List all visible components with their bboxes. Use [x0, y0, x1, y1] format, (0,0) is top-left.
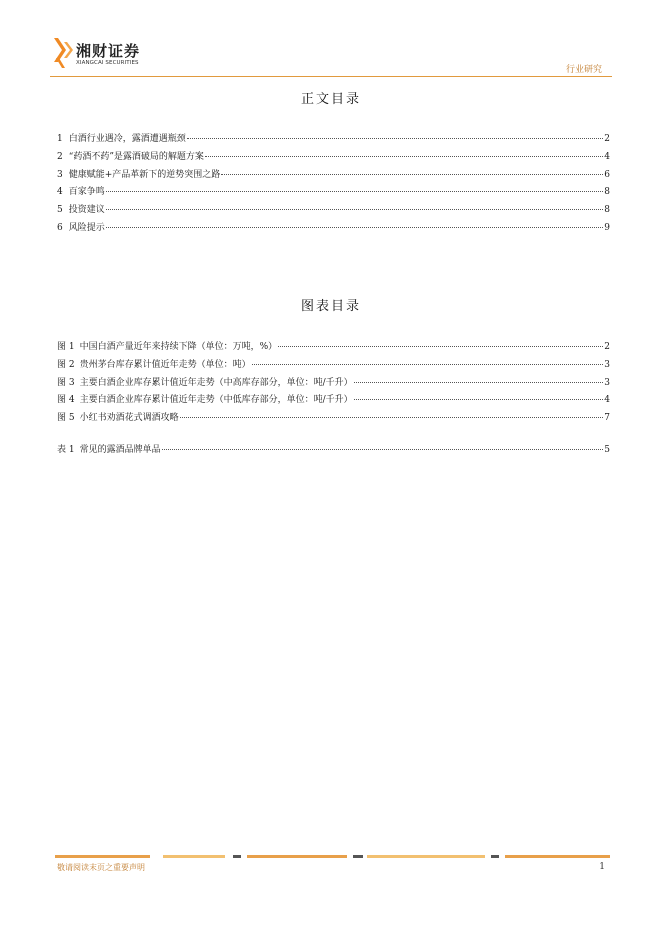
toc-entry-title: 中国白酒产量近年来持续下降（单位：万吨，%） [79, 342, 278, 352]
toc-entry-title: 常见的露酒品牌单品 [79, 445, 161, 455]
toc-entry[interactable] [57, 357, 610, 375]
toc-entry[interactable] [57, 167, 610, 185]
toc-entry-title: 贵州茅台库存累计值近年走势（单位：吨） [79, 359, 251, 370]
toc-entry-number: 图 1 [57, 342, 75, 352]
toc-entry-number: 1 [57, 134, 63, 144]
toc-entry-page: 2 [604, 342, 610, 352]
toc-leader-dots [354, 399, 604, 400]
toc-leader-dots [187, 138, 604, 139]
toc-leader-dots [180, 417, 604, 418]
toc-entry[interactable] [57, 442, 610, 460]
company-logo [50, 36, 150, 72]
toc-leader-dots [278, 346, 603, 347]
toc-leader-dots [252, 364, 604, 365]
toc-entry-page: 6 [604, 169, 610, 180]
toc-entry-page: 3 [604, 377, 610, 388]
toc-entry[interactable] [57, 410, 610, 428]
toc-entry-page: 7 [604, 413, 610, 424]
toc-entry-number: 图 2 [57, 359, 75, 370]
toc-entry-number: 4 [57, 187, 63, 198]
toc-entry-title: 健康赋能+产品革新下的逆势突围之路 [68, 169, 221, 180]
page-number: 1 [599, 862, 605, 872]
contents-title: 正文目录 [300, 92, 361, 107]
tables-list [57, 442, 610, 460]
report-category-tag: 行业研究 [565, 65, 602, 75]
header-divider [50, 76, 612, 77]
toc-entry-page: 8 [604, 187, 610, 198]
toc-entry-title: 百家争鸣 [68, 187, 105, 198]
toc-leader-dots [106, 227, 604, 228]
toc-leader-dots [354, 382, 604, 383]
company-name-cn: 湘财证券 [76, 42, 141, 60]
toc-entry[interactable] [57, 339, 610, 357]
toc-entry-title: 白酒行业遇冷，露酒遭遇瓶颈 [68, 134, 186, 144]
toc-entry[interactable] [57, 184, 610, 202]
toc-entry[interactable] [57, 131, 610, 149]
toc-entry-page: 3 [604, 359, 610, 370]
toc-entry[interactable] [57, 392, 610, 410]
toc-entry-page: 4 [604, 395, 610, 406]
toc-entry-page: 2 [604, 134, 610, 144]
toc-entry-page: 4 [604, 151, 610, 162]
company-name-en: XIANGCAI SECURITIES [76, 60, 139, 66]
toc-entry-number: 图 3 [57, 377, 75, 388]
toc-entry[interactable] [57, 149, 610, 167]
disclaimer-note: 敬请阅读末页之重要声明 [57, 863, 145, 872]
toc-entry[interactable] [57, 220, 610, 238]
figures-title: 图表目录 [300, 299, 361, 314]
toc-entry-number: 图 4 [57, 395, 75, 406]
contents-list [57, 131, 610, 238]
toc-leader-dots [106, 191, 604, 192]
toc-entry-page: 9 [604, 222, 610, 233]
toc-entry[interactable] [57, 202, 610, 220]
toc-entry[interactable] [57, 375, 610, 393]
toc-entry-number: 2 [57, 151, 63, 162]
toc-leader-dots [106, 209, 604, 210]
toc-entry-title: 风险提示 [68, 222, 105, 233]
toc-entry-number: 表 1 [57, 445, 75, 455]
toc-entry-title: 主要白酒企业库存累计值近年走势（中高库存部分，单位：吨/千升） [79, 377, 353, 388]
toc-entry-number: 图 5 [57, 413, 75, 424]
toc-leader-dots [205, 156, 603, 157]
footer-divider [55, 855, 610, 859]
toc-leader-dots [221, 174, 603, 175]
toc-entry-title: “药酒不药”是露酒破局的解题方案 [68, 151, 204, 162]
toc-entry-page: 5 [604, 445, 610, 455]
toc-leader-dots [162, 449, 604, 450]
toc-entry-title: 小红书劝酒花式调酒攻略 [79, 413, 179, 424]
toc-entry-number: 3 [57, 169, 63, 180]
toc-entry-title: 投资建议 [68, 205, 105, 216]
toc-entry-number: 5 [57, 205, 63, 216]
logo-mark-icon [50, 36, 74, 70]
toc-entry-title: 主要白酒企业库存累计值近年走势（中低库存部分，单位：吨/千升） [79, 395, 353, 406]
toc-entry-number: 6 [57, 222, 63, 233]
toc-entry-page: 8 [604, 205, 610, 216]
figures-list [57, 339, 610, 428]
